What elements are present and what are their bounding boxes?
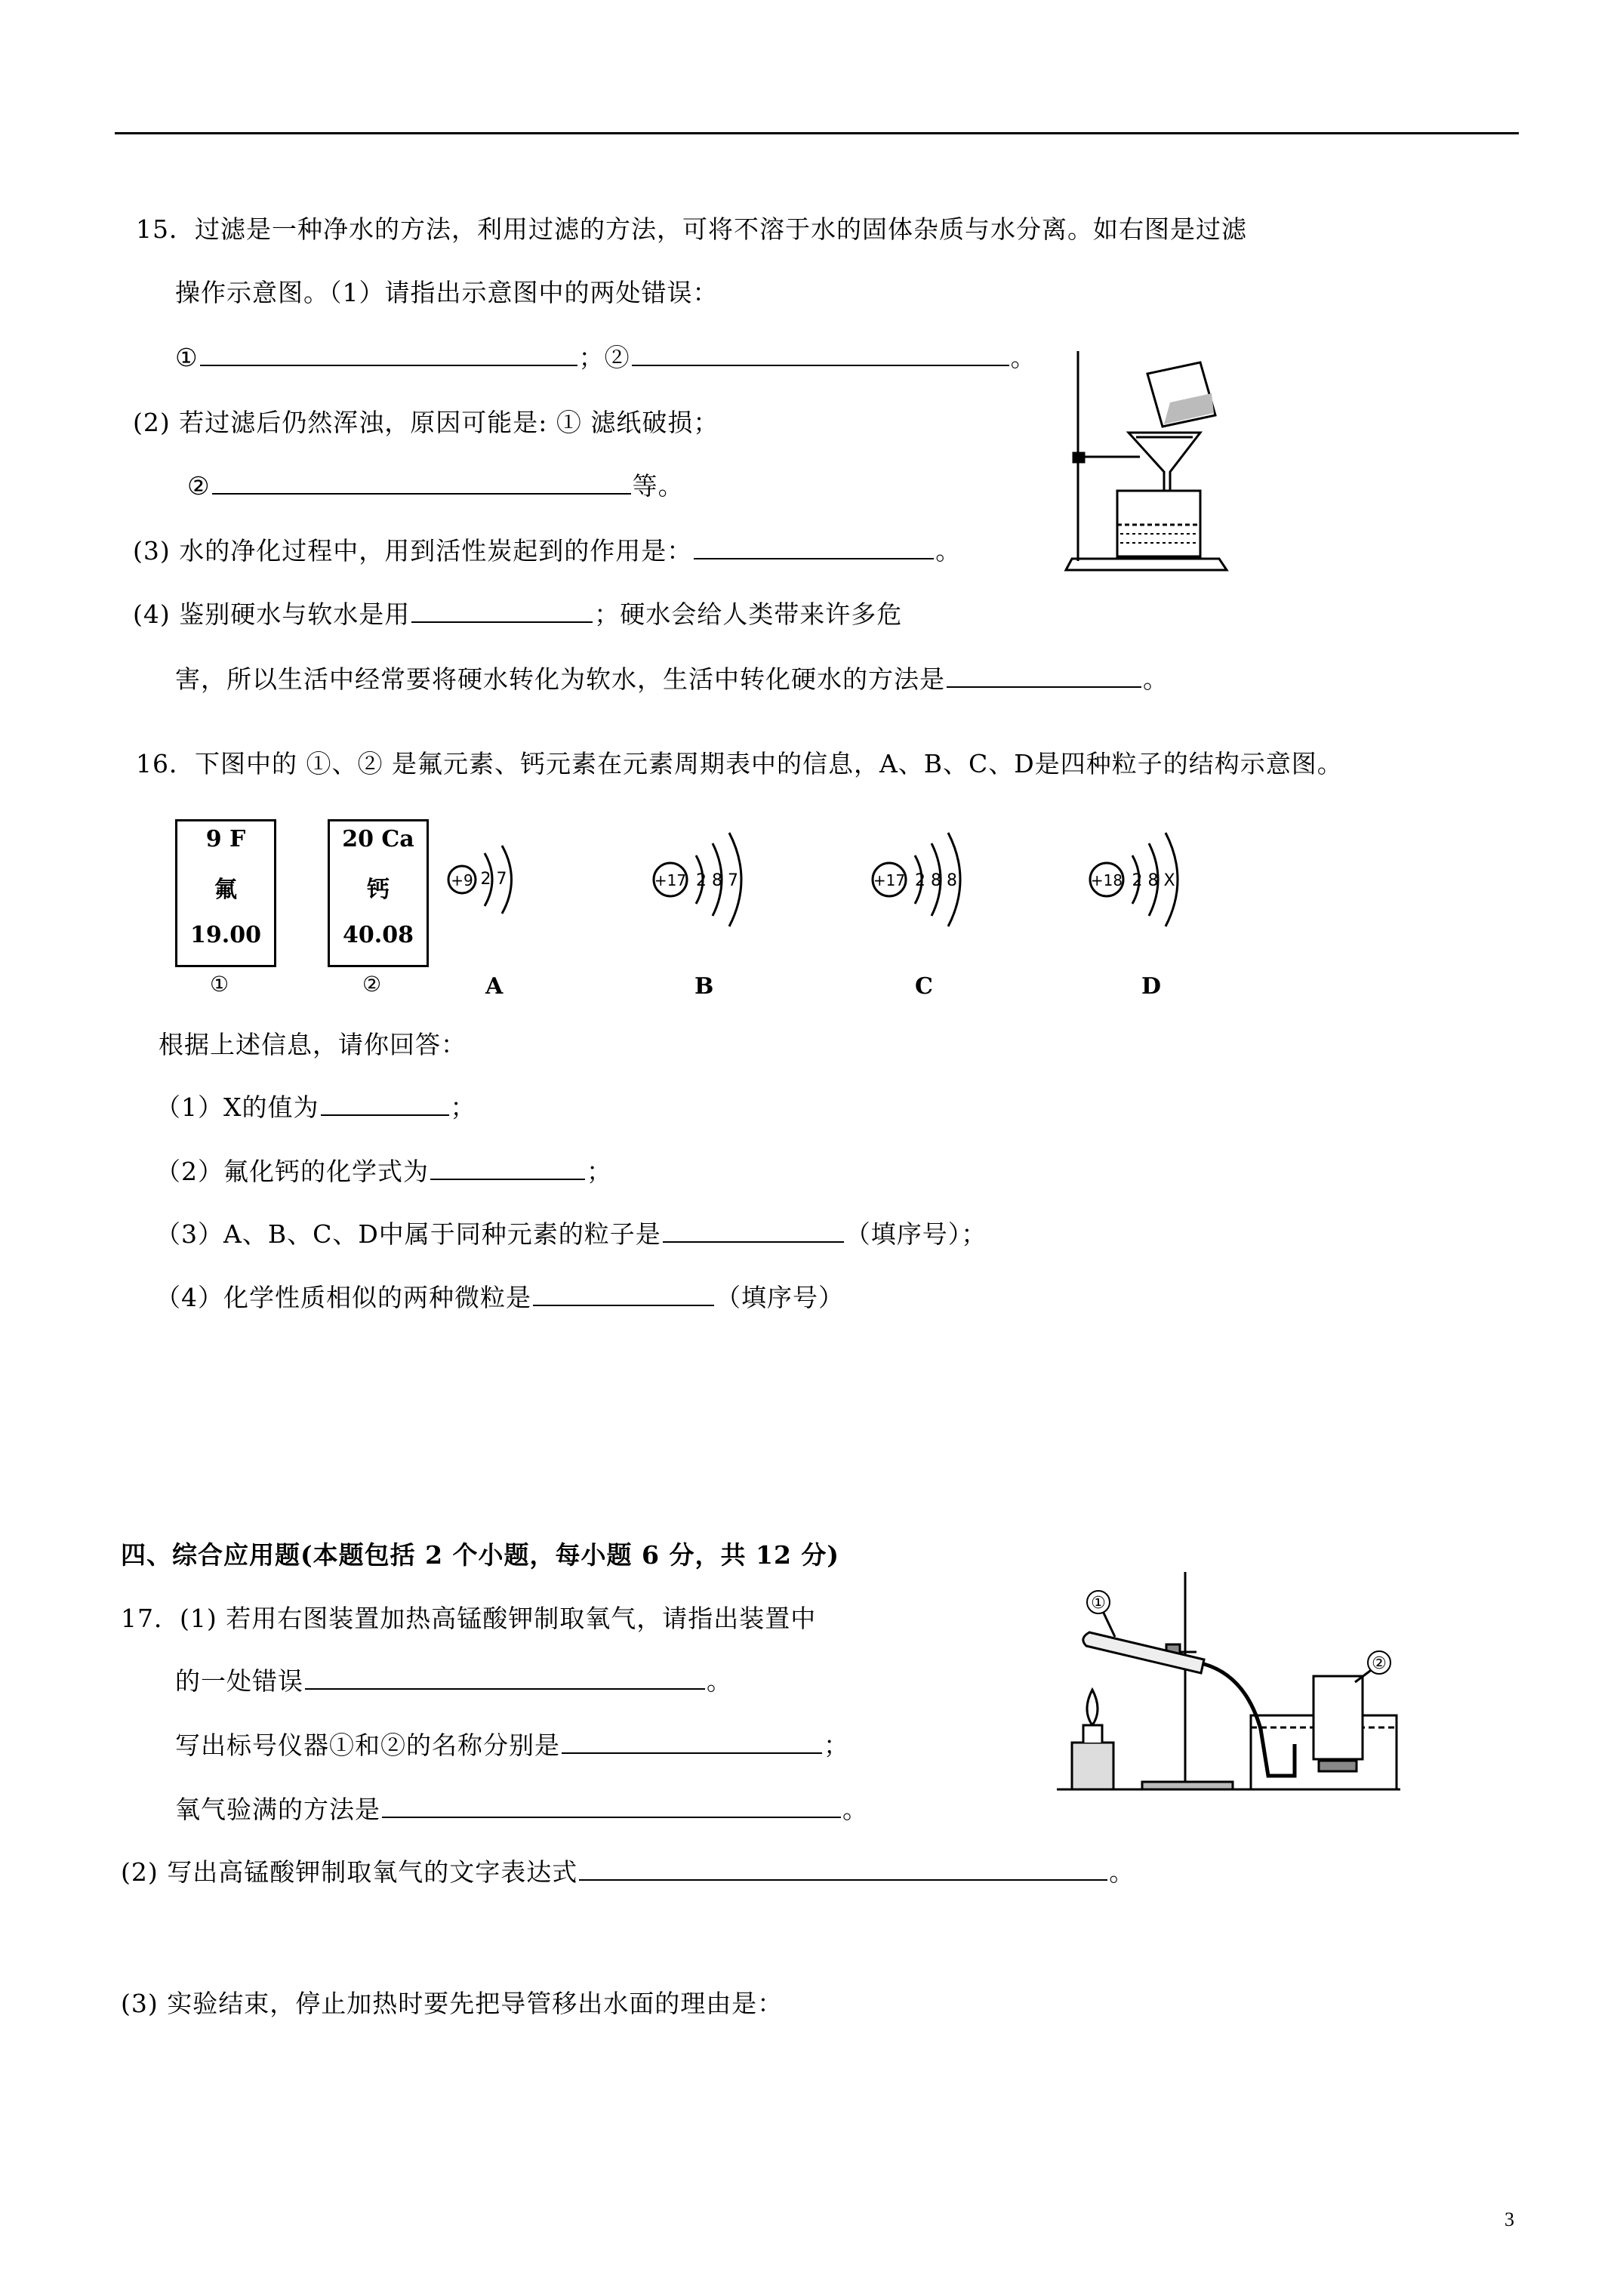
q15-p4b	[175, 663, 1169, 696]
q15-p3-blank[interactable]	[694, 535, 934, 559]
q16-a4	[156, 1281, 844, 1314]
q17-l4-text: 氧气验满的方法是	[175, 1795, 380, 1824]
q17-l4-post: 。	[842, 1795, 868, 1824]
q16-a3	[156, 1218, 987, 1251]
q17-l3-text: 写出标号仪器①和②的名称分别是	[175, 1730, 560, 1760]
atom-structure-figure	[166, 812, 1208, 1008]
atom-c-diagram	[868, 819, 996, 940]
page-number: 3	[1504, 2208, 1514, 2230]
q15-p4b-post: 。	[1143, 664, 1169, 694]
q15-errors-end: 。	[1010, 343, 1036, 372]
q17-l3-post: ；	[824, 1730, 849, 1760]
q15-error2-blank[interactable]	[632, 342, 1009, 366]
atom-c-nucleus: +17	[873, 871, 906, 889]
q16-a1-post: ；	[450, 1093, 476, 1122]
q15-p4	[133, 598, 902, 631]
atom-a-nucleus: +9	[451, 871, 473, 889]
fluorine-tile-number: 9 F	[205, 826, 246, 852]
q15-line1: 15．过滤是一种净水的方法，利用过滤的方法，可将不溶于水的固体杂质与水分离。如右图是过滤	[136, 214, 1247, 244]
calcium-tile-name: 钙	[367, 877, 390, 903]
q15-p4b-text: 害，所以生活中经常要将硬水转化为软水，生活中转化硬水的方法是	[175, 664, 945, 694]
q16-a1	[156, 1091, 476, 1124]
q15-error1-blank[interactable]	[200, 342, 577, 366]
atom-d-nucleus: +18	[1090, 871, 1123, 889]
q16-a4-post: （填序号）	[716, 1283, 844, 1312]
q16-a2-blank[interactable]	[430, 1156, 585, 1180]
q16-a4-blank[interactable]	[533, 1282, 714, 1306]
q17-l2-post: 。	[707, 1666, 732, 1696]
q15-p3	[133, 535, 961, 568]
atom-b-nucleus: +17	[654, 871, 687, 889]
q17-l4-blank[interactable]	[382, 1794, 841, 1818]
q17-l5-blank[interactable]	[579, 1857, 1107, 1881]
atom-c-label: C	[915, 973, 933, 1000]
fluorine-tile-mass: 19.00	[190, 922, 261, 948]
filtration-diagram	[1057, 344, 1238, 585]
q16-a3-text: （3）A、B、C、D中属于同种元素的粒子是	[156, 1219, 661, 1249]
atom-a-diagram	[445, 827, 544, 932]
q15-p2b-post: 等。	[632, 471, 684, 501]
q15-p2a: (2) 若过滤后仍然浑浊，原因可能是: ① 滤纸破损；	[133, 408, 719, 437]
atom-d-shells: 2 8 X	[1132, 871, 1175, 890]
calcium-tile	[328, 819, 429, 967]
q15-p2b	[187, 470, 684, 503]
apparatus-mark-2: ②	[1372, 1654, 1387, 1673]
q15-p4b-blank[interactable]	[947, 664, 1141, 688]
q17-l2-blank[interactable]	[305, 1666, 705, 1690]
q16-a4-text: （4）化学性质相似的两种微粒是	[156, 1283, 531, 1312]
q15-p4-text: (4) 鉴别硬水与软水是用	[133, 599, 411, 629]
oxygen-apparatus-diagram	[1053, 1563, 1408, 1797]
q15-p2b-label: ②	[187, 471, 211, 501]
q17-l5-text: (2) 写出高锰酸钾制取氧气的文字表达式	[121, 1857, 578, 1887]
calcium-tile-number: 20 Ca	[342, 826, 414, 852]
q16-a3-post: （填序号）；	[845, 1219, 987, 1249]
q16-a2	[156, 1155, 612, 1188]
q15-line2: 操作示意图。（1）请指出示意图中的两处错误：	[175, 278, 719, 307]
q16-a2-post: ；	[587, 1157, 612, 1186]
atom-a-label: A	[485, 973, 504, 1000]
q17-l2-text: 的一处错误	[175, 1666, 303, 1696]
atom-b-diagram	[649, 819, 778, 940]
q16-a2-text: （2）氟化钙的化学式为	[156, 1157, 429, 1186]
fluorine-tile-label: ①	[210, 972, 229, 997]
q16-a1-blank[interactable]	[321, 1092, 449, 1116]
q17-l1: 17．(1) 若用右图装置加热高锰酸钾制取氧气，请指出装置中	[121, 1604, 817, 1633]
calcium-tile-mass: 40.08	[343, 922, 414, 948]
q16-a3-blank[interactable]	[663, 1219, 844, 1243]
header-rule	[115, 132, 1519, 134]
section4-title: 四、综合应用题(本题包括 2 个小题，每小题 6 分，共 12 分)	[121, 1540, 840, 1570]
atom-b-label: B	[694, 973, 714, 1000]
q16-intro: 根据上述信息，请你回答：	[159, 1030, 467, 1059]
q15-errors-line	[175, 341, 1036, 374]
q17-l4	[175, 1793, 868, 1826]
atom-b-shells: 2 8 7	[696, 871, 738, 890]
q15-error1-label: ①	[175, 343, 199, 372]
atom-a-shells: 2 7	[480, 870, 507, 889]
q16-a1-text: （1）X的值为	[156, 1093, 319, 1122]
calcium-tile-label: ②	[362, 972, 382, 997]
q17-l3	[175, 1729, 849, 1762]
atom-d-diagram	[1086, 819, 1214, 940]
q17-l5	[121, 1856, 1135, 1889]
q17-l2	[175, 1665, 732, 1698]
q17-l5-post: 。	[1109, 1857, 1135, 1887]
apparatus-mark-1: ①	[1091, 1594, 1106, 1613]
q15-p3-text: (3) 水的净化过程中，用到活性炭起到的作用是：	[133, 536, 693, 566]
q15-error-sep: ；②	[578, 343, 630, 372]
atom-c-shells: 2 8 8	[915, 871, 957, 890]
fluorine-tile-name: 氟	[214, 877, 237, 903]
q17-l6: (3) 实验结束，停止加热时要先把导管移出水面的理由是：	[121, 1989, 784, 2018]
q15-p2b-blank[interactable]	[212, 470, 631, 495]
atom-d-label: D	[1141, 973, 1162, 1000]
q15-p4-blank[interactable]	[411, 599, 593, 623]
q17-l3-blank[interactable]	[562, 1730, 822, 1754]
q15-p4-post: ；硬水会给人类带来许多危	[594, 599, 903, 629]
q15-p3-post: 。	[935, 536, 962, 566]
q16-line1: 16．下图中的 ①、② 是氟元素、钙元素在元素周期表中的信息，A、B、C、D是四种粒子的结构示意图。	[136, 749, 1343, 778]
fluorine-tile	[175, 819, 276, 967]
